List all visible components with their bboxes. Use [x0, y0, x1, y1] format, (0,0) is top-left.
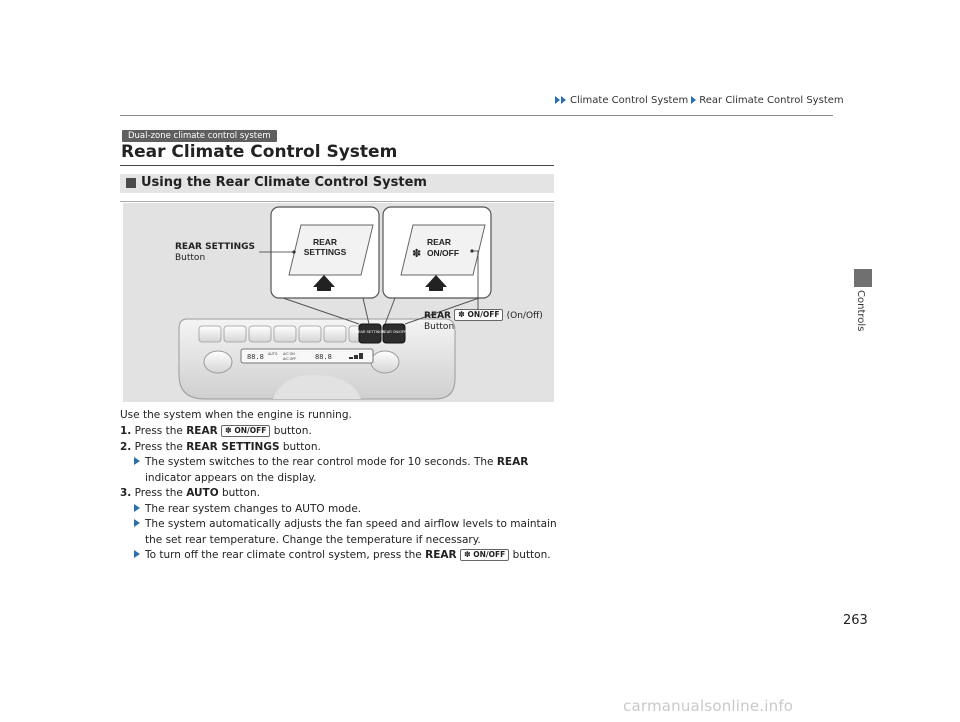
onoff-key-graphic — [460, 549, 509, 561]
onoff-key-label: ON/OFF — [473, 550, 506, 559]
breadcrumb-arrow-icon — [561, 96, 566, 104]
press-arrow-stem — [317, 283, 331, 291]
display-temp-left: 88.8 — [247, 353, 264, 361]
step-2-result — [134, 455, 528, 471]
breadcrumb-item-rear-climate-control[interactable]: Rear Climate Control System — [699, 95, 844, 106]
step-number: 3. — [120, 487, 132, 499]
rear-onoff-panel-label: REAR ON/OFF — [381, 330, 407, 334]
step-2-result-cont: indicator appears on the display. — [145, 472, 317, 484]
step-text: Press the — [134, 425, 183, 437]
step-bold: REAR SETTINGS — [186, 441, 280, 453]
onoff-key-graphic — [221, 425, 270, 437]
result-text: The system automatically adjusts the fan speed and airflow levels to maintain — [145, 518, 557, 530]
callout-rear-settings-title: REAR SETTINGS — [175, 242, 255, 252]
step-number: 2. — [120, 441, 132, 453]
step-text: Press the — [134, 441, 183, 453]
zoom-rear-onoff-line2: ON/OFF — [426, 248, 460, 258]
step-text-post: button. — [221, 487, 260, 499]
zoom-rear-onoff-line1: REAR — [426, 237, 452, 247]
section-heading — [120, 174, 554, 193]
result-arrow-icon — [134, 550, 140, 558]
display-ac-off: A/C OFF — [283, 357, 297, 361]
page-number: 263 — [843, 613, 868, 628]
callout-rear-onoff-sub: Button — [424, 322, 455, 332]
console-button — [274, 326, 296, 342]
right-temp-knob — [371, 351, 399, 373]
callout-rear-onoff-prefix: REAR — [424, 311, 451, 321]
step-text-post: button. — [282, 441, 321, 453]
console-button — [299, 326, 321, 342]
display-auto-label: AUTO — [268, 352, 278, 356]
breadcrumb-separator-icon — [691, 96, 696, 104]
title-divider — [120, 165, 554, 166]
console-button-row — [199, 326, 371, 342]
callout-rear-settings-sub: Button — [175, 253, 206, 263]
step-number: 1. — [120, 425, 132, 437]
breadcrumb-item-climate-control[interactable]: Climate Control System — [570, 95, 689, 106]
result-arrow-icon — [134, 519, 140, 527]
fan-icon: ✽ — [463, 550, 471, 559]
header-divider — [120, 115, 833, 116]
result-arrow-icon — [134, 457, 140, 465]
body-intro: Use the system when the engine is running. — [120, 409, 352, 421]
fan-icon: ✽ — [225, 426, 232, 435]
result-text: The system switches to the rear control mode for 10 seconds. The — [145, 456, 494, 468]
result-text: To turn off the rear climate control system, press the — [145, 549, 422, 561]
console-button — [249, 326, 271, 342]
display-temp-right: 88.8 — [315, 353, 332, 361]
fan-icon: ✽ — [458, 310, 465, 319]
zoom-rear-settings-line1: REAR — [312, 237, 338, 247]
fan-icon: ✽ — [412, 247, 422, 260]
section-tab[interactable] — [852, 290, 872, 346]
onoff-key-graphic — [454, 309, 503, 321]
step-1 — [120, 424, 312, 440]
onoff-key-label: ON/OFF — [467, 310, 500, 319]
step-3-result-2-cont: the set rear temperature. Change the temperature if necessary. — [145, 534, 481, 546]
rear-climate-control-illustration — [123, 203, 554, 402]
result-text: The rear system changes to AUTO mode. — [145, 503, 362, 515]
step-bold: AUTO — [186, 487, 219, 499]
step-text: Press the — [134, 487, 183, 499]
console-button — [324, 326, 346, 342]
display-ac-on: A/C ON — [283, 352, 295, 356]
page-title: Rear Climate Control System — [121, 142, 398, 162]
zoom-rear-settings-line2: SETTINGS — [303, 247, 347, 257]
breadcrumb-arrow-icon — [555, 96, 560, 104]
section-tab-label: Controls — [855, 290, 866, 332]
step-bold: REAR — [186, 425, 218, 437]
square-bullet-icon — [126, 178, 136, 188]
console-button — [199, 326, 221, 342]
step-3-result-2 — [134, 517, 557, 533]
result-bold: REAR — [496, 456, 529, 468]
rear-settings-panel-label: REAR SETTINGS — [355, 330, 385, 334]
callout-dot — [292, 250, 295, 253]
callout-dot — [470, 249, 473, 252]
result-arrow-icon — [134, 504, 140, 512]
section-heading-text: Using the Rear Climate Control System — [141, 175, 427, 190]
applicability-badge: Dual-zone climate control system — [122, 130, 277, 142]
console-button — [224, 326, 246, 342]
breadcrumb — [555, 95, 844, 106]
step-3-result-1 — [134, 502, 361, 518]
callout-rear-onoff — [424, 309, 543, 333]
left-temp-knob — [204, 351, 232, 373]
step-3 — [120, 486, 260, 502]
result-text-post: button. — [512, 549, 551, 561]
step-text-post: button. — [273, 425, 312, 437]
section-tab-marker — [854, 269, 872, 287]
result-bold: REAR — [425, 549, 457, 561]
callout-rear-settings — [175, 242, 255, 264]
onoff-key-label: ON/OFF — [234, 426, 267, 435]
press-arrow-stem — [429, 283, 443, 291]
figure-top-rule — [120, 201, 554, 202]
step-3-result-3 — [134, 548, 551, 564]
step-2 — [120, 440, 321, 456]
watermark[interactable]: carmanualsonline.info — [623, 697, 794, 715]
callout-rear-onoff-suffix: (On/Off) — [506, 311, 543, 321]
